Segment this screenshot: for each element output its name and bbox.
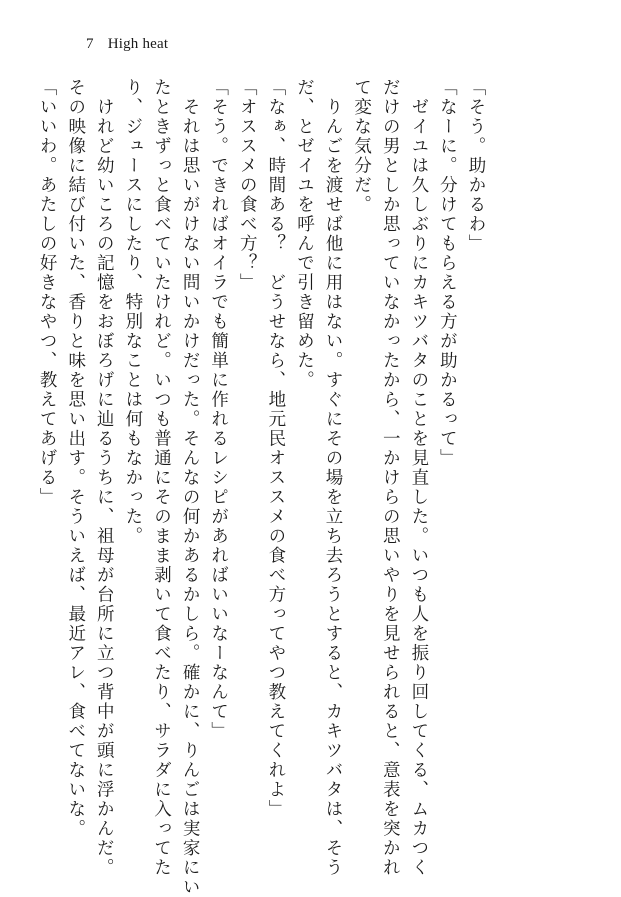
text-line: その映像に結び付いた、香りと味を思い出す。そういえば、最近アレ、食べてないな。 xyxy=(65,78,86,839)
text-line: けれど幼いころの記憶をおぼろげに辿るうちに、祖母が台所に立つ背中が頭に浮かんだ。 xyxy=(94,78,115,878)
text-line: ゼイユは久しぶりにカキツバタのことを見直した。いつも人を振り回してくる、ムカつく xyxy=(408,78,429,878)
text-line: それは思いがけない問いかけだった。そんなの何かあるかしら。確かに、りんごは実家にい xyxy=(180,78,201,897)
chapter-title: High heat xyxy=(107,36,169,52)
vertical-text-body xyxy=(37,78,490,897)
text-line: たときずっと食べていたけれど。いつも普通にそのまま剥いて食べたり、サラダに入ってた xyxy=(151,78,172,878)
text-line: だ、とゼイユを呼んで引き留めた。 xyxy=(294,78,315,390)
text-line: 「なーに。分けてもらえる方が助かるって」 xyxy=(437,78,458,468)
text-line: 「そう。助かるわ」 xyxy=(466,78,486,254)
text-line: りんごを渡せば他に用はない。すぐにその場を立ち去ろうとすると、カキツバタは、そう xyxy=(323,78,344,878)
text-line: て変な気分だ。 xyxy=(351,78,372,215)
running-header xyxy=(86,36,168,53)
text-line: 「なぁ、時間ある？ どうせなら、地元民オススメの食べ方ってやつ教えてくれよ」 xyxy=(265,78,286,819)
text-line: 「オススメの食べ方？」 xyxy=(237,78,258,293)
text-line: だけの男としか思っていなかったから、一かけらの思いやりを見せられると、意表を突かれ xyxy=(380,78,401,878)
text-line: 「そう。できればオイラでも簡単に作れるレシピがあればいいなーなんて」 xyxy=(208,78,229,741)
text-line: り、ジュースにしたり、特別なことは何もなかった。 xyxy=(122,78,143,546)
text-line: 「いいわ。あたしの好きなやつ、教えてあげる」 xyxy=(37,78,58,507)
page-number: 7 xyxy=(86,36,94,52)
